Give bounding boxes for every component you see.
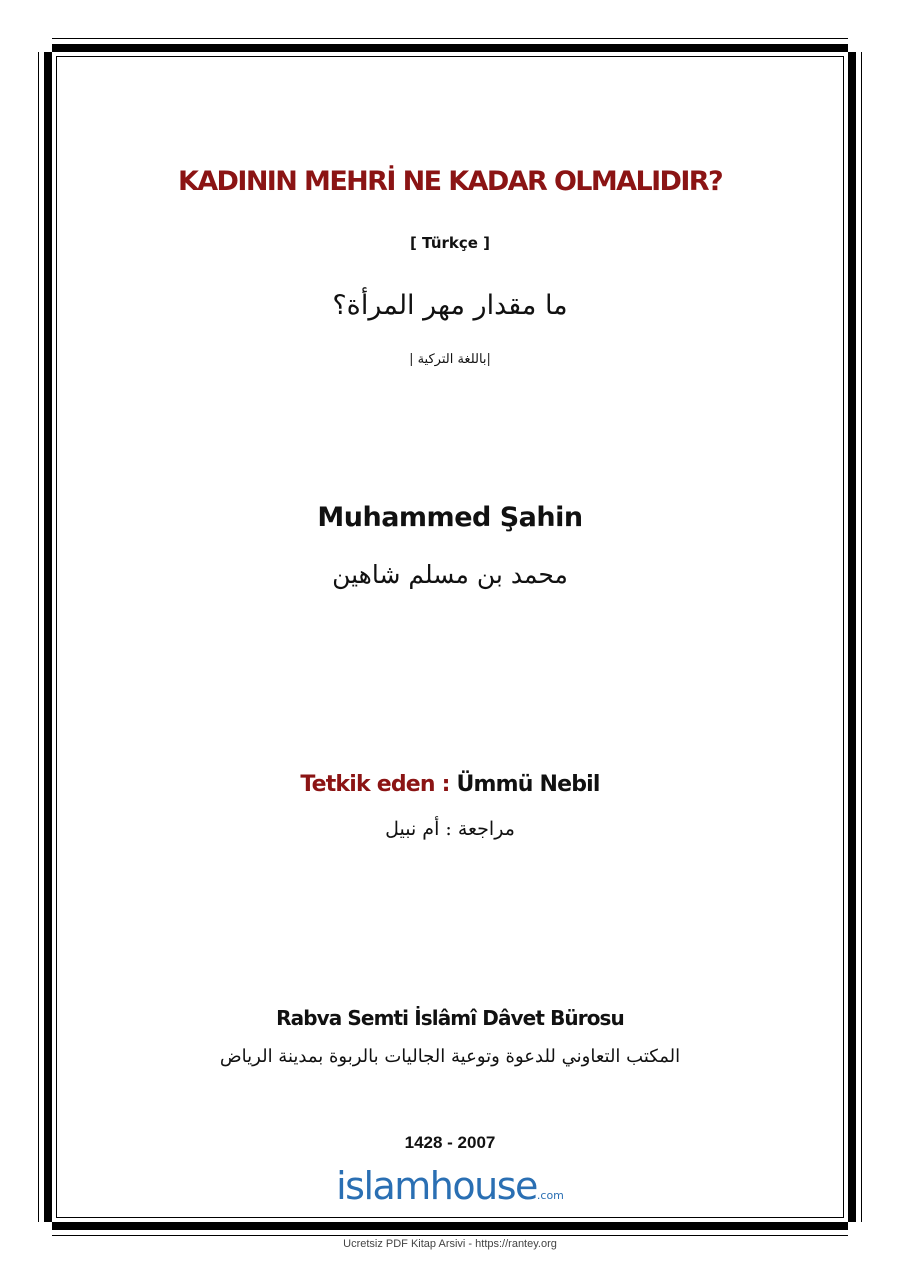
frame-corner-tr bbox=[848, 38, 862, 52]
arabic-reviewer: مراجعة : أم نبيل bbox=[385, 818, 515, 840]
logo-text: islamhouse bbox=[336, 1164, 537, 1208]
language-tag: [ Türkçe ] bbox=[409, 234, 491, 252]
islamhouse-logo[interactable] bbox=[0, 1164, 900, 1208]
reviewer-name: Ümmü Nebil bbox=[456, 772, 600, 797]
frame-corner-bl bbox=[38, 1222, 52, 1236]
office-name: Rabva Semti İslâmî Dâvet Bürosu bbox=[276, 1006, 624, 1030]
arabic-title: ما مقدار مهر المرأة؟ bbox=[332, 290, 568, 321]
logo-domain: .com bbox=[536, 1189, 564, 1202]
arabic-office-name: المكتب التعاوني للدعوة وتوعية الجاليات بالربوة بمدينة الرياض bbox=[219, 1046, 681, 1067]
document-title: KADININ MEHRİ NE KADAR OLMALIDIR? bbox=[177, 166, 723, 197]
author-name: Muhammed Şahin bbox=[317, 502, 583, 533]
arabic-language-tag: |باللغة التركية | bbox=[409, 352, 491, 367]
reviewer-line bbox=[0, 772, 900, 797]
frame-corner-tl bbox=[38, 38, 52, 52]
arabic-author-name: محمد بن مسلم شاهين bbox=[332, 560, 568, 589]
publication-year: 1428 - 2007 bbox=[404, 1133, 496, 1152]
frame-corner-br bbox=[848, 1222, 862, 1236]
reviewer-label: Tetkik eden : bbox=[300, 772, 450, 797]
footer-note: Ucretsiz PDF Kitap Arsivi - https://rantey.org bbox=[343, 1238, 557, 1250]
page-frame-inner bbox=[56, 56, 844, 1218]
